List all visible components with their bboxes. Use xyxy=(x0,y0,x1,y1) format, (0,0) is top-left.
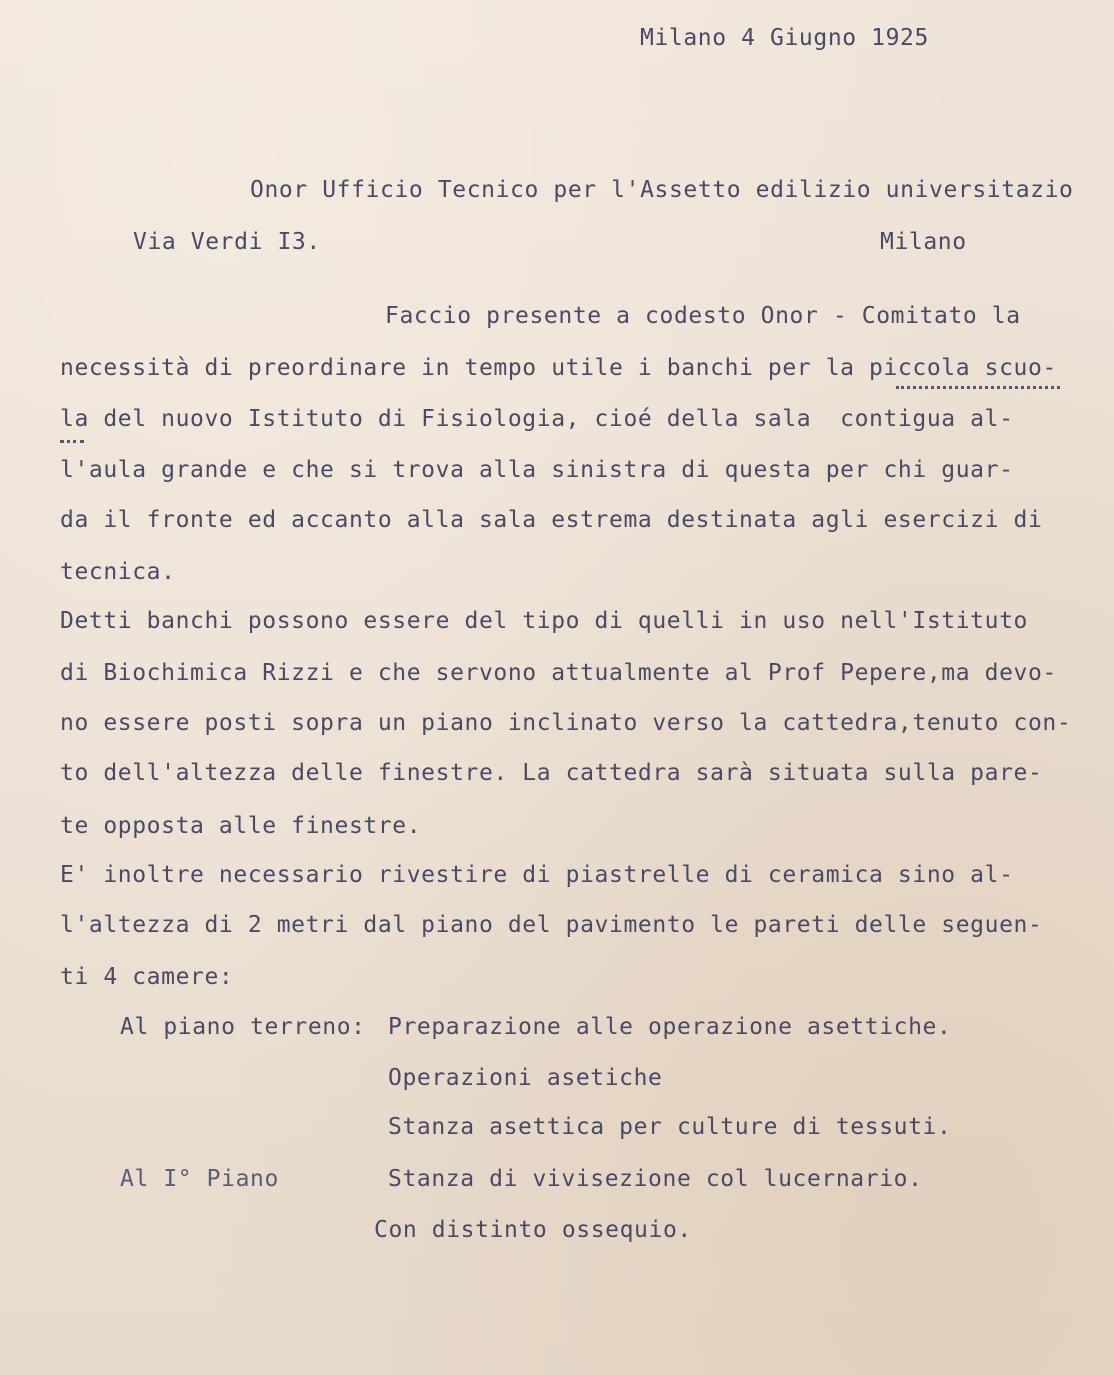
list-item: Stanza asettica per culture di tessuti. xyxy=(388,1114,952,1140)
list-label-ground-floor: Al piano terreno: xyxy=(120,1014,366,1040)
closing: Con distinto ossequio. xyxy=(374,1217,692,1243)
body-line: ti 4 camere: xyxy=(60,964,234,990)
body-line: no essere posti sopra un piano inclinato verso la cattedra,tenuto con- xyxy=(60,710,1072,736)
body-line: da il fronte ed accanto alla sala estrema destinata agli esercizi di xyxy=(60,507,1043,533)
body-line: tecnica. xyxy=(60,559,176,585)
body-line: di Biochimica Rizzi e che servono attualmente al Prof Pepere,ma devo- xyxy=(60,660,1057,686)
body-line: necessità di preordinare in tempo utile i banchi per la piccola scuo- xyxy=(60,355,1057,381)
body-line: E' inoltre necessario rivestire di piastrelle di ceramica sino al- xyxy=(60,862,1014,888)
body-line: l'altezza di 2 metri dal piano del pavimento le pareti delle seguen- xyxy=(60,912,1043,938)
emphasis-underline xyxy=(896,386,1060,389)
list-item: Operazioni asetiche xyxy=(388,1065,663,1091)
list-label-first-floor: Al I° Piano xyxy=(120,1166,279,1192)
body-line: Detti banchi possono essere del tipo di quelli in uso nell'Istituto xyxy=(60,608,1028,634)
margin-mark xyxy=(60,440,84,443)
list-item: Stanza di vivisezione col lucernario. xyxy=(388,1166,923,1192)
body-line: te opposta alle finestre. xyxy=(60,813,422,839)
address-city: Milano xyxy=(880,229,967,255)
body-line: la del nuovo Istituto di Fisiologia, cioé della sala contigua al- xyxy=(60,406,1014,432)
addressee: Onor Ufficio Tecnico per l'Assetto edilizio universitazio xyxy=(250,177,1074,203)
body-line: Faccio presente a codesto Onor - Comitato la xyxy=(385,303,1021,329)
body-line: l'aula grande e che si trova alla sinistra di questa per chi guar- xyxy=(60,457,1014,483)
letter-date: Milano 4 Giugno 1925 xyxy=(640,25,929,51)
list-item: Preparazione alle operazione asettiche. xyxy=(388,1014,952,1040)
body-line: to dell'altezza delle finestre. La cattedra sarà situata sulla pare- xyxy=(60,760,1043,786)
address-street: Via Verdi I3. xyxy=(133,229,321,255)
